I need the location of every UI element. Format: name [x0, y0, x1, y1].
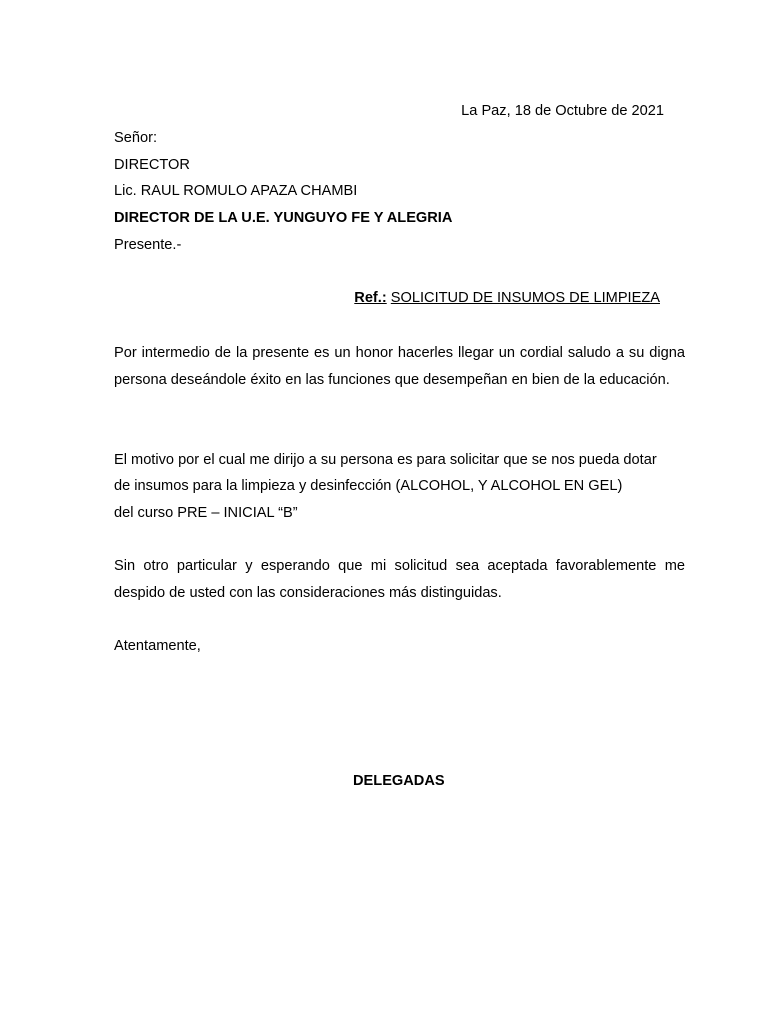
signature-label: DELEGADAS — [353, 773, 445, 789]
recipient-name: Lic. RAUL ROMULO APAZA CHAMBI — [114, 183, 358, 199]
closing-text: Atentamente, — [114, 638, 201, 654]
body-paragraph-2-line-1: El motivo por el cual me dirijo a su persona es para solicitar que se nos pueda dotar — [114, 452, 657, 468]
recipient-title: DIRECTOR — [114, 157, 190, 173]
body-paragraph-2-line-2: de insumos para la limpieza y desinfección (ALCOHOL, Y ALCOHOL EN GEL) — [114, 478, 623, 494]
recipient-position: DIRECTOR DE LA U.E. YUNGUYO FE Y ALEGRIA — [114, 210, 453, 226]
body-paragraph-1: Por intermedio de la presente es un honor hacerles llegar un cordial saludo a su digna persona deseándole éxito en las funciones que desempeñan en bien de la educación. — [114, 345, 685, 388]
body-paragraph-2-line-3: del curso PRE – INICIAL “B” — [114, 505, 298, 521]
recipient-present: Presente.- — [114, 237, 182, 253]
reference-line — [354, 289, 660, 307]
letter-date: La Paz, 18 de Octubre de 2021 — [461, 103, 664, 119]
reference-text: SOLICITUD DE INSUMOS DE LIMPIEZA — [390, 290, 660, 306]
recipient-salutation: Señor: — [114, 130, 157, 146]
reference-label: Ref.: — [354, 290, 387, 306]
body-paragraph-3: Sin otro particular y esperando que mi solicitud sea aceptada favorablemente me despido de usted con las consideraciones más distinguidas. — [114, 558, 685, 601]
